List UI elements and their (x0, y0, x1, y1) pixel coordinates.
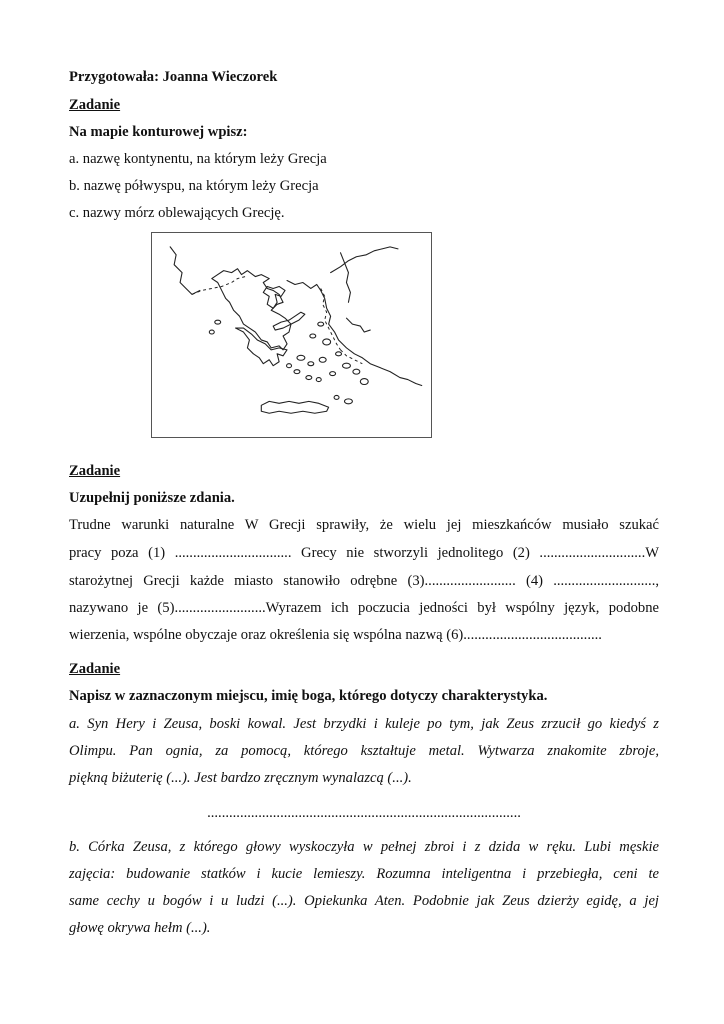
task1-item-a: a. nazwę kontynentu, na którym leży Grecja (69, 151, 327, 167)
island (310, 334, 316, 338)
task2-line-5: wierzenia, wspólne obyczaje oraz określenia się wspólna nazwą (6)...................................... (69, 627, 602, 643)
contour-map-drawing (152, 233, 431, 437)
answer-line[interactable]: ...................................................................................... (207, 805, 521, 821)
island (343, 363, 351, 368)
task3-a-line-3: piękną biżuterię (...). Jest bardzo zręcznym wynalazcą (...). (69, 770, 412, 786)
island (316, 378, 321, 382)
island (334, 395, 339, 399)
island (319, 357, 326, 362)
task2-line-1: Trudne warunki naturalne W Grecji sprawiły, że wielu jej mieszkańców musiało szukać (69, 517, 659, 533)
task1-instruction: Na mapie konturowej wpisz: (69, 124, 248, 140)
euboea (273, 312, 305, 330)
task3-a-line-2: Olimpu. Pan ognia, za pomocą, którego kształtuje metal. Wytwarza znakomite zbroje, (69, 743, 659, 759)
island (318, 322, 324, 326)
adriatic-coast (170, 247, 200, 295)
island (353, 369, 360, 374)
peloponnese (236, 328, 287, 366)
author-line: Przygotowała: Joanna Wieczorek (69, 69, 278, 85)
task1-heading: Zadanie (69, 97, 121, 113)
northeast-coast (331, 247, 398, 273)
task2-line-3: starożytnej Grecji każde miasto stanowiło odrębne (3)......................... (4) ............................, (69, 573, 659, 589)
dardanelles (346, 318, 370, 332)
task3-b-line-2: zajęcia: budowanie statków i kucie lemieszy. Rozumna inteligentna i przebiegła, ceni te (69, 866, 659, 882)
island (209, 330, 214, 334)
island (294, 370, 300, 374)
contour-map-greece[interactable] (151, 232, 432, 438)
island (306, 376, 312, 380)
task3-heading: Zadanie (69, 661, 121, 677)
task2-instruction: Uzupełnij poniższe zdania. (69, 490, 235, 506)
island (297, 355, 305, 360)
island (215, 320, 221, 324)
island (287, 364, 292, 368)
mainland-coast (212, 269, 291, 350)
chalkidiki (263, 286, 285, 308)
task3-b-line-3: same cechy u bogów i u ludzi (...). Opiekunka Aten. Podobnie jak Zeus dzierży egidę, a jej (69, 893, 659, 909)
island (336, 352, 342, 356)
task3-b-line-4: głowę okrywa hełm (...). (69, 920, 211, 936)
task2-heading: Zadanie (69, 463, 121, 479)
task3-a-line-1: a. Syn Hery i Zeusa, boski kowal. Jest brzydki i kuleje po tym, jak Zeus zrzucił go kiedyś z (69, 716, 659, 732)
island (308, 362, 314, 366)
island (330, 372, 336, 376)
island (360, 379, 368, 385)
task1-item-b: b. nazwę półwyspu, na którym leży Grecja (69, 178, 319, 194)
task3-b-line-1: b. Córka Zeusa, z którego głowy wyskoczyła w pełnej zbroi i z dzida w ręku. Lubi męskie (69, 839, 659, 855)
task3-instruction: Napisz w zaznaczonym miejscu, imię boga, którego dotyczy charakterystyka. (69, 688, 548, 704)
island (344, 399, 352, 404)
task2-line-4: nazywano je (5).........................Wyrazem ich poczucia jedności był wspólny język, podobne (69, 600, 659, 616)
crete (261, 401, 328, 413)
task2-line-2: pracy poza (1) ................................ Grecy nie stworzyli jednolitego (2) .............................W (69, 545, 659, 561)
island (323, 339, 331, 345)
task1-item-c: c. nazwy mórz oblewających Grecję. (69, 205, 285, 221)
